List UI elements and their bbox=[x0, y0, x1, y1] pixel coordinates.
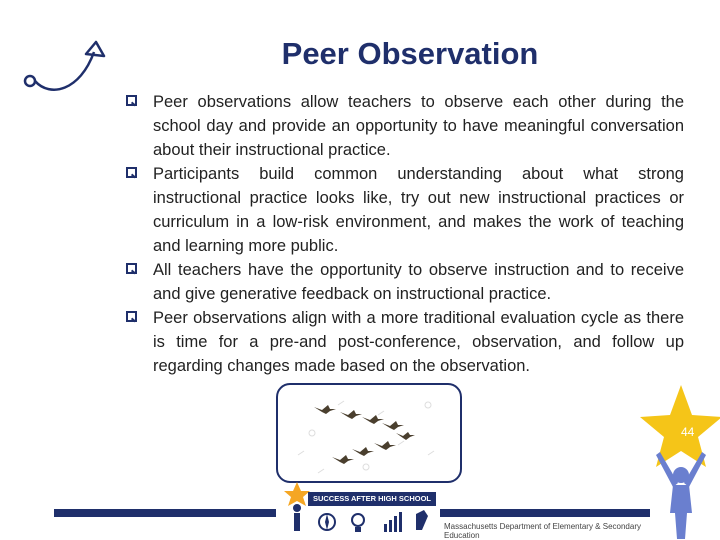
bullet-item: Participants build common understanding about what strong instructional practice looks like, try out new instructional practices or curriculum in a low-risk environment, and makes the work of teaching and learning more public. bbox=[124, 162, 684, 258]
checkbox-bullet-icon bbox=[126, 95, 137, 106]
curved-arrow-icon bbox=[20, 36, 112, 102]
star-figure-icon bbox=[640, 385, 720, 540]
checkbox-bullet-icon bbox=[126, 263, 137, 274]
page-number: 44 bbox=[681, 425, 695, 439]
logo-banner-text: SUCCESS AFTER HIGH SCHOOL bbox=[308, 492, 436, 506]
footer-bar-right bbox=[440, 509, 650, 517]
success-after-high-school-logo bbox=[282, 482, 442, 538]
flying-geese-image bbox=[276, 383, 462, 483]
bullet-item: Peer observations allow teachers to observe each other during the school day and provide an opportunity to have meaningful conversation about their instructional practice. bbox=[124, 90, 684, 162]
checkbox-bullet-icon bbox=[126, 311, 137, 322]
bullet-item: All teachers have the opportunity to observe instruction and to receive and give generative feedback on instructional practice. bbox=[124, 258, 684, 306]
bullet-item: Peer observations align with a more traditional evaluation cycle as there is time for a pre-and post-conference, observation, and follow up regarding changes made based on the observation. bbox=[124, 306, 684, 378]
footer-bar-left bbox=[54, 509, 276, 517]
footer-text: Massachusetts Department of Elementary & Secondary Education bbox=[444, 522, 641, 540]
checkbox-bullet-icon bbox=[126, 167, 137, 178]
slide-title: Peer Observation bbox=[281, 36, 539, 71]
bullet-list bbox=[124, 90, 684, 378]
